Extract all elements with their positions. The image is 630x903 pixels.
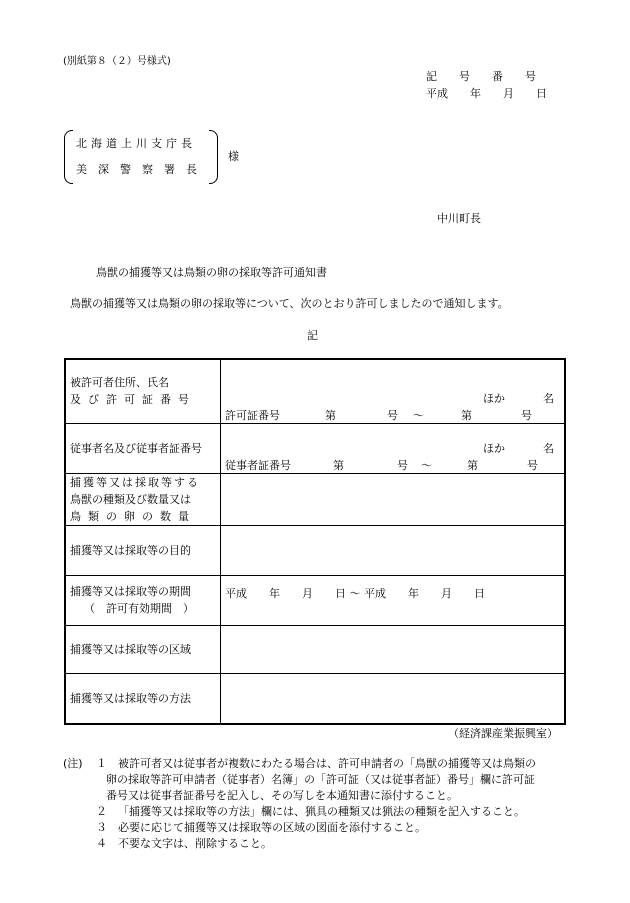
form-id: (別紙第８（２）号様式) <box>63 56 171 67</box>
label-period <box>65 575 221 625</box>
label-line: 捕獲等又は採取等の区域 <box>70 642 191 656</box>
note-1-line2: 卵の採取等許可申請者（従事者）名簿」の「許可証（又は従事者証）番号」欄に許可証 <box>106 773 535 786</box>
value-species <box>221 473 566 525</box>
label-line: 捕獲等又は採取等する <box>70 475 200 489</box>
note-number: ２ <box>96 805 107 818</box>
label-line: 被許可者住所、氏名 <box>70 376 169 390</box>
office-name: （経済課産業振興室） <box>448 727 558 740</box>
label-species <box>65 473 221 525</box>
label-line: 鳥獣の種類及び数量又は <box>70 492 191 506</box>
dai-text: 第 <box>333 458 344 472</box>
note-number: ３ <box>96 821 107 834</box>
go-text: 号 <box>387 409 398 422</box>
label-line: 捕獲等又は採取等の方法 <box>70 691 191 705</box>
go-text: 号 <box>397 458 408 472</box>
honorific: 様 <box>228 150 239 163</box>
sender: 中川町長 <box>437 212 481 225</box>
value-purpose <box>221 525 566 575</box>
label-line: 及び許可証番号 <box>70 393 196 407</box>
table-row <box>65 473 565 525</box>
value-permittee <box>221 359 566 423</box>
note-1-line3: 番号又は従事者証番号を記入し、その写しを本通知書に添付すること。 <box>106 789 458 802</box>
period-text: 平成 年 月 日 ～ 平成 年 月 日 <box>225 586 485 600</box>
notes-prefix: (注) <box>63 757 83 770</box>
hoka-text: ほか <box>483 441 505 455</box>
label-purpose <box>65 525 221 575</box>
label-method <box>65 673 221 724</box>
value-area <box>221 625 566 673</box>
document-number: 記 号 番 号 <box>426 70 536 83</box>
value-period <box>221 575 566 625</box>
document-title: 鳥獣の捕獲等又は鳥類の卵の採取等許可通知書 <box>96 266 327 279</box>
note-4: 不要な文字は、削除すること。 <box>118 837 272 850</box>
dai-text: 第 <box>325 409 336 422</box>
table-row <box>65 423 565 473</box>
permit-number-label: 許可証番号 <box>225 409 280 422</box>
addressee-bracket <box>64 130 218 182</box>
dai-text: 第 <box>467 458 478 472</box>
tilde-text: ～ <box>413 409 424 422</box>
ki-label: 記 <box>307 329 318 342</box>
value-method <box>221 673 566 724</box>
note-number: ４ <box>96 837 107 850</box>
table-row <box>65 673 565 724</box>
addressee-line1: 北海道上川支庁長 <box>76 137 196 150</box>
mei-text: 名 <box>543 441 554 455</box>
table-row <box>65 525 565 575</box>
value-workers <box>221 423 566 473</box>
go-text: 号 <box>527 458 538 472</box>
label-area <box>65 625 221 673</box>
note-1-line1: 被許可者又は従事者が複数にわたる場合は、許可申請者の「鳥獣の捕獲等又は鳥類の <box>118 757 536 770</box>
dai-text: 第 <box>461 409 472 422</box>
note-3: 必要に応じて捕獲等又は採取等の区域の図面を添付すること。 <box>118 821 426 834</box>
intro-text: 鳥獣の捕獲等又は鳥類の卵の採取等について、次のとおり許可しましたので通知します。 <box>70 297 509 310</box>
label-permittee <box>65 359 221 423</box>
table-row <box>65 359 565 423</box>
note-number: １ <box>96 757 107 770</box>
go-text: 号 <box>521 409 532 422</box>
label-workers <box>65 423 221 473</box>
document-date: 平成 年 月 日 <box>426 87 547 100</box>
label-line: 鳥類の卵の数量 <box>70 509 196 523</box>
label-line: 捕獲等又は採取等の目的 <box>70 543 191 557</box>
table-row <box>65 575 565 625</box>
label-line: 捕獲等又は採取等の期間 <box>70 585 191 598</box>
label-line: 従事者名及び従事者証番号 <box>70 441 202 455</box>
table-row <box>65 625 565 673</box>
note-2: 「捕獲等又は採取等の方法」欄には、猟具の種類又は猟法の種類を記入すること。 <box>118 805 525 818</box>
permit-table <box>64 358 566 725</box>
mei-text: 名 <box>543 392 554 405</box>
worker-cert-label: 従事者証番号 <box>225 458 291 472</box>
tilde-text: ～ <box>421 458 432 472</box>
label-line: （ 許可有効期間 ） <box>84 602 194 615</box>
hoka-text: ほか <box>483 392 505 405</box>
addressee-line2: 美深警察署長 <box>76 163 208 176</box>
